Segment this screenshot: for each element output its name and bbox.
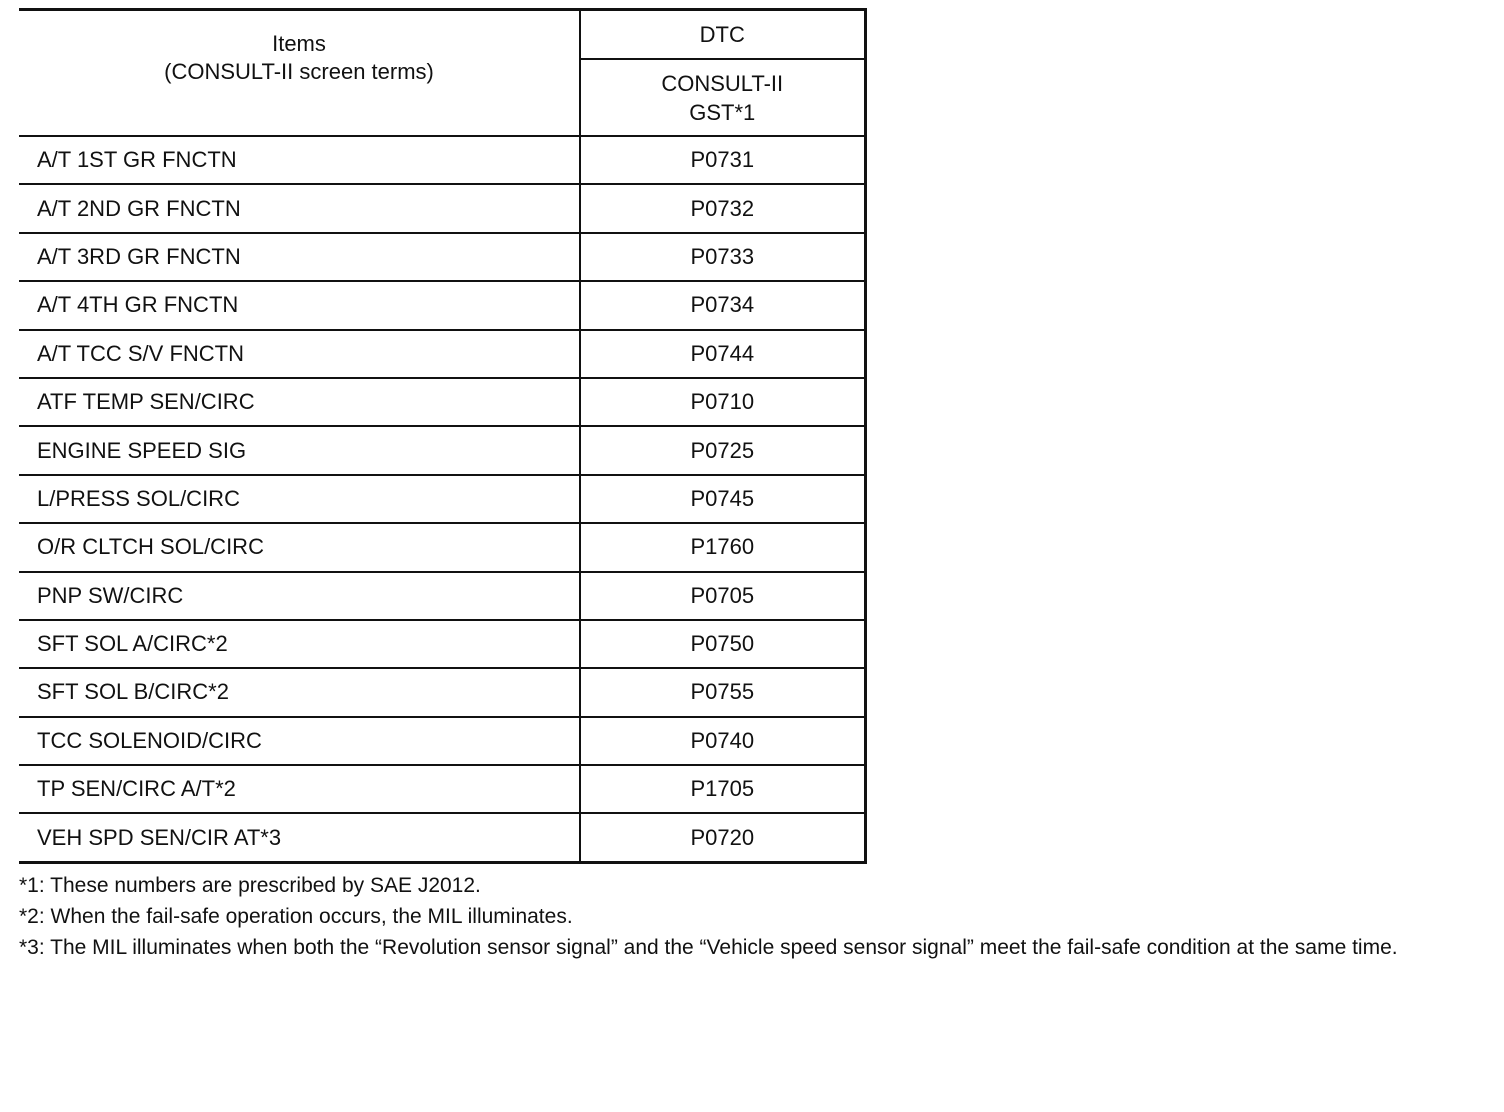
table-row xyxy=(19,426,865,474)
dtc-code-cell: P0731 xyxy=(580,136,865,184)
table-row xyxy=(19,233,865,281)
item-cell: A/T 3RD GR FNCTN xyxy=(19,233,580,281)
footnote-2: *2: When the fail-safe operation occurs, the MIL illuminates. xyxy=(19,905,573,928)
dtc-code-cell: P0720 xyxy=(580,813,865,862)
item-cell: L/PRESS SOL/CIRC xyxy=(19,475,580,523)
item-cell: ATF TEMP SEN/CIRC xyxy=(19,378,580,426)
subheader-line1: CONSULT-II xyxy=(661,70,784,96)
table-row xyxy=(19,475,865,523)
item-cell: PNP SW/CIRC xyxy=(19,572,580,620)
item-cell: A/T 2ND GR FNCTN xyxy=(19,184,580,232)
item-cell: O/R CLTCH SOL/CIRC xyxy=(19,523,580,571)
dtc-code-cell: P0705 xyxy=(580,572,865,620)
table-row xyxy=(19,281,865,329)
dtc-code-cell: P0732 xyxy=(580,184,865,232)
item-cell: A/T TCC S/V FNCTN xyxy=(19,330,580,378)
table-row xyxy=(19,184,865,232)
items-header-line1: Items xyxy=(272,31,326,56)
dtc-code-cell: P1760 xyxy=(580,523,865,571)
dtc-code-cell: P1705 xyxy=(580,765,865,813)
dtc-table xyxy=(19,8,867,864)
dtc-column-header: DTC xyxy=(580,10,865,60)
footnotes xyxy=(19,873,1459,966)
dtc-code-cell: P0725 xyxy=(580,426,865,474)
item-cell: VEH SPD SEN/CIR AT*3 xyxy=(37,824,282,850)
table-row xyxy=(19,813,865,862)
items-column-header xyxy=(19,10,580,137)
items-header-line2: (CONSULT-II screen terms) xyxy=(164,59,434,84)
dtc-code-cell: P0744 xyxy=(580,330,865,378)
table-row xyxy=(19,620,865,668)
subheader-line2: GST*1 xyxy=(689,99,756,125)
table-row xyxy=(19,378,865,426)
table-row xyxy=(19,765,865,813)
consult-gst-subheader xyxy=(580,59,865,136)
table-row xyxy=(19,523,865,571)
dtc-code-cell: P0733 xyxy=(580,233,865,281)
table-row xyxy=(19,330,865,378)
dtc-code-cell: P0755 xyxy=(580,668,865,716)
item-cell: ENGINE SPEED SIG xyxy=(19,426,580,474)
dtc-code-cell: P0745 xyxy=(580,475,865,523)
item-cell: SFT SOL A/CIRC*2 xyxy=(19,620,580,668)
item-cell: A/T 4TH GR FNCTN xyxy=(19,281,580,329)
dtc-code-cell: P0734 xyxy=(580,281,865,329)
item-cell: TP SEN/CIRC A/T*2 xyxy=(19,765,580,813)
table-row xyxy=(19,572,865,620)
item-cell: SFT SOL B/CIRC*2 xyxy=(19,668,580,716)
footnote-3: *3: The MIL illuminates when both the “Revolution sensor signal” and the “Vehicle speed sensor signal” meet the fail-safe condition at the same time. xyxy=(19,936,1398,959)
table-row xyxy=(19,668,865,716)
dtc-code-cell: P0750 xyxy=(580,620,865,668)
item-cell: A/T 1ST GR FNCTN xyxy=(19,136,580,184)
dtc-code-cell: P0710 xyxy=(580,378,865,426)
item-cell: TCC SOLENOID/CIRC xyxy=(19,717,580,765)
table-row xyxy=(19,717,865,765)
footnote-1: *1: These numbers are prescribed by SAE J2012. xyxy=(19,874,481,897)
dtc-code-cell: P0740 xyxy=(580,717,865,765)
table-row xyxy=(19,136,865,184)
header-row xyxy=(19,10,865,60)
